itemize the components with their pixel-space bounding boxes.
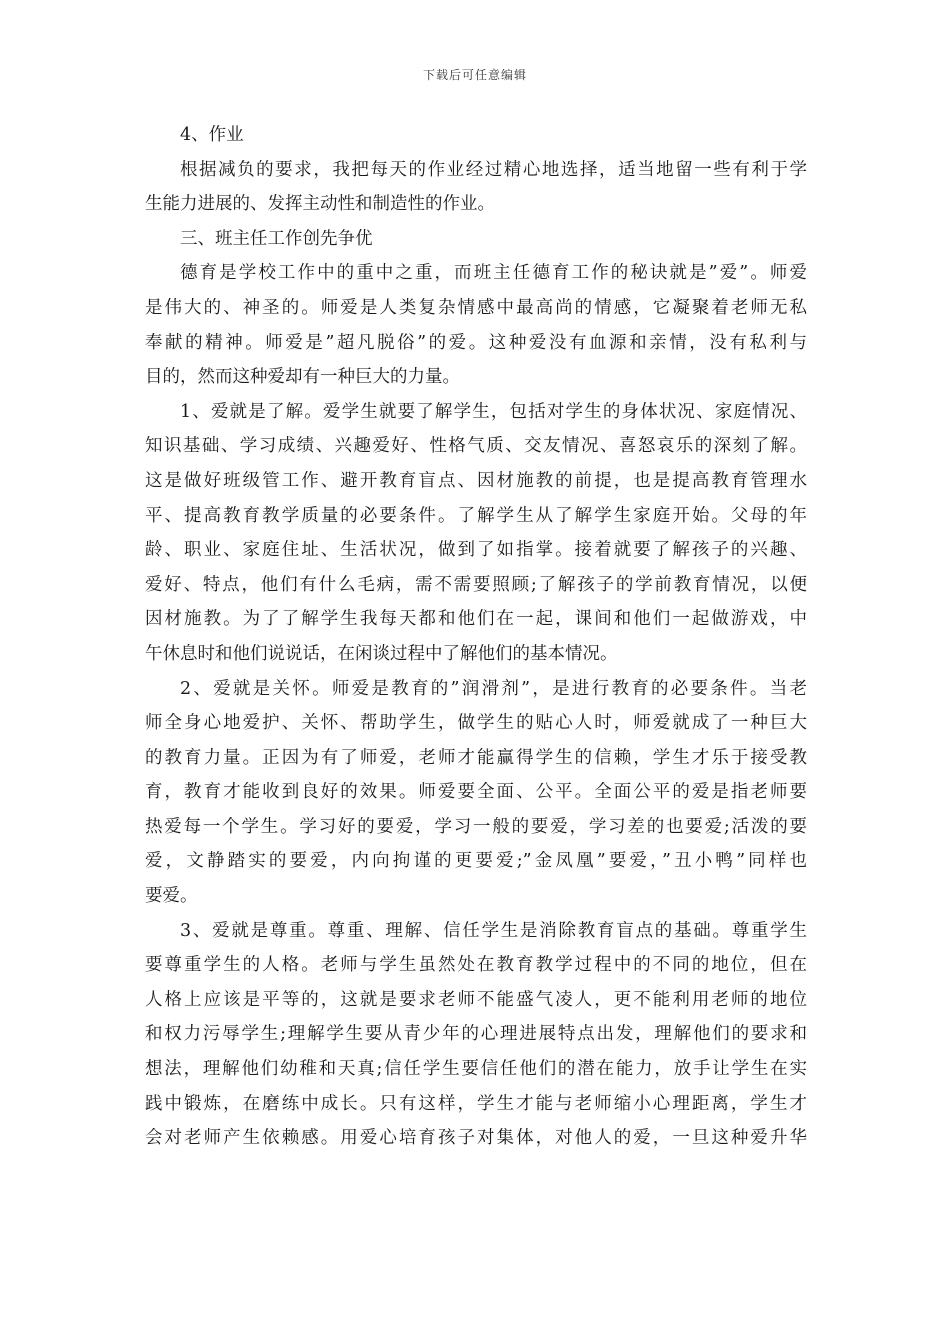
text-line: 3、爱就是尊重。尊重、理解、信任学生是消除教育盲点的基础。尊重学生	[180, 920, 807, 941]
text-line: 爱，文静踏实的要爱，内向拘谨的更要爱;”金凤凰”要爱，”丑小鸭”同样也	[145, 851, 807, 872]
text-line: 知识基础、学习成绩、兴趣爱好、性格气质、交友情况、喜怒哀乐的深刻了解。	[145, 436, 807, 457]
text-line: 4、作业	[180, 125, 244, 145]
text-line: 因材施教。为了了解学生我每天都和他们在一起，课间和他们一起做游戏，中	[145, 609, 807, 630]
text-line: 育，教育才能收到良好的效果。师爱要全面、公平。全面公平的爱是指老师要	[145, 782, 807, 803]
text-line: 践中锻炼，在磨练中成长。只有这样，学生才能与老师缩小心理距离，学生才	[145, 1093, 807, 1114]
text-line: 这是做好班级管工作、避开教育盲点、因材施教的前提，也是提高教育管理水	[145, 470, 807, 491]
document-body	[145, 118, 807, 1156]
page-header: 下载后可任意编辑	[422, 68, 527, 82]
text-line: 人格上应该是平等的，这就是要求老师不能盛气凌人，更不能利用老师的地位	[145, 989, 807, 1010]
text-line: 2、爱就是关怀。师爱是教育的”润滑剂”，是进行教育的必要条件。当老	[180, 678, 807, 699]
text-line: 师全身心地爱护、关怀、帮助学生，做学生的贴心人时，师爱就成了一种巨大	[145, 713, 807, 734]
text-line: 龄、职业、家庭住址、生活状况，做到了如指掌。接着就要了解孩子的兴趣、	[145, 540, 807, 561]
text-line: 1、爱就是了解。爱学生就要了解学生，包括对学生的身体状况、家庭情况、	[180, 401, 807, 422]
text-line: 奉献的精神。师爱是”超凡脱俗”的爱。这种爱没有血源和亲情，没有私利与	[145, 332, 807, 353]
text-line: 生能力进展的、发挥主动性和制造性的作业。	[145, 194, 495, 215]
text-line: 根据减负的要求，我把每天的作业经过精心地选择，适当地留一些有利于学	[180, 159, 807, 180]
text-line: 三、班主任工作创先争优	[180, 228, 373, 249]
text-line: 目的，然而这种爱却有一种巨大的力量。	[145, 367, 460, 388]
text-line: 会对老师产生依赖感。用爱心培育孩子对集体，对他人的爱，一旦这种爱升华	[145, 1128, 807, 1149]
text-line: 和权力污辱学生;理解学生要从青少年的心理进展特点出发，理解他们的要求和	[145, 1024, 807, 1045]
text-line: 要爱。	[145, 886, 198, 907]
text-line: 平、提高教育教学质量的必要条件。了解学生从了解学生家庭开始。父母的年	[145, 505, 807, 526]
text-line: 爱好、特点，他们有什么毛病，需不需要照顾;了解孩子的学前教育情况，以便	[145, 574, 807, 595]
text-line: 热爱每一个学生。学习好的要爱，学习一般的要爱，学习差的也要爱;活泼的要	[145, 816, 807, 837]
text-line: 要尊重学生的人格。老师与学生虽然处在教育教学过程中的不同的地位，但在	[145, 955, 807, 976]
text-line: 的教育力量。正因为有了师爱，老师才能赢得学生的信赖，学生才乐于接受教	[145, 747, 807, 768]
text-line: 是伟大的、神圣的。师爱是人类复杂情感中最高尚的情感，它凝聚着老师无私	[145, 297, 807, 318]
text-line: 想法，理解他们幼稚和天真;信任学生要信任他们的潜在能力，放手让学生在实	[145, 1059, 807, 1080]
text-line: 德育是学校工作中的重中之重，而班主任德育工作的秘诀就是”爱”。师爱	[180, 263, 807, 284]
text-line: 午休息时和他们说说话，在闲谈过程中了解他们的基本情况。	[145, 643, 618, 664]
